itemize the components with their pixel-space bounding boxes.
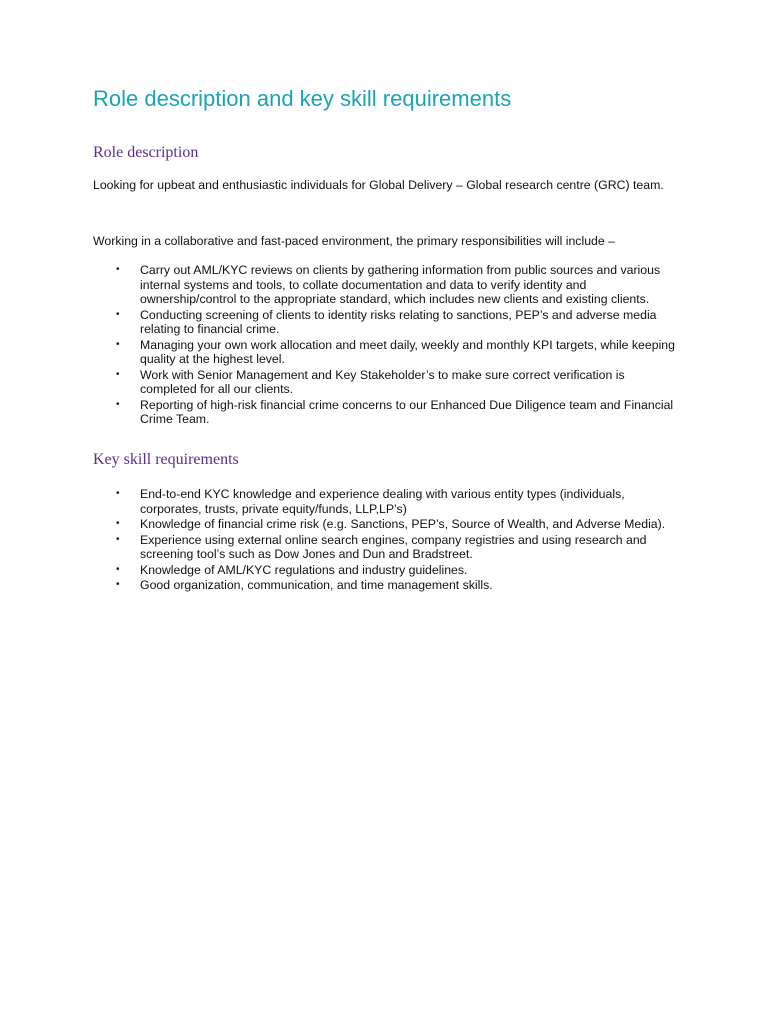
bullet-icon: • <box>116 368 120 380</box>
document-title: Role description and key skill requirements <box>93 86 512 111</box>
list-item <box>93 517 683 532</box>
bullet-icon: • <box>116 308 120 320</box>
list-item <box>93 368 683 397</box>
list-item-text: Carry out AML/KYC reviews on clients by gathering information from public sources and various internal systems and tools, to collate documentation and data to verify identity and ownership/control to the appropriate standard, which includes new clients and existing clients. <box>140 263 661 306</box>
list-item <box>93 308 683 337</box>
list-item <box>93 578 683 593</box>
list-item-text: Reporting of high-risk financial crime concerns to our Enhanced Due Diligence team and Financial Crime Team. <box>140 397 674 426</box>
list-item-text: End-to-end KYC knowledge and experience dealing with various entity types (individuals, corporates, trusts, private equity/funds, LLP,LP’s) <box>140 487 625 516</box>
responsibilities-intro-paragraph: Working in a collaborative and fast-paced environment, the primary responsibilities will include – <box>93 234 615 248</box>
list-item <box>93 533 683 562</box>
bullet-icon: • <box>116 488 120 499</box>
bullet-icon: • <box>116 264 120 275</box>
list-item <box>93 563 683 578</box>
skills-list <box>93 487 683 594</box>
list-item <box>93 487 683 516</box>
bullet-icon: • <box>116 338 120 350</box>
responsibilities-list <box>93 263 683 428</box>
list-item <box>93 338 683 367</box>
list-item-text: Work with Senior Management and Key Stakeholder’s to make sure correct verification is completed for all our clients. <box>140 367 625 396</box>
key-skills-heading: Key skill requirements <box>93 451 239 468</box>
bullet-icon: • <box>116 579 120 590</box>
list-item-text: Experience using external online search engines, company registries and using research and screening tool’s such as Dow Jones and Dun and Bradstreet. <box>140 532 647 561</box>
list-item-text: Conducting screening of clients to identity risks relating to sanctions, PEP’s and adverse media relating to financial crime. <box>140 307 657 336</box>
list-item-text: Good organization, communication, and time management skills. <box>140 578 493 592</box>
bullet-icon: • <box>116 533 120 545</box>
bullet-icon: • <box>116 518 120 529</box>
bullet-icon: • <box>116 398 120 410</box>
list-item <box>93 263 683 307</box>
role-intro-paragraph: Looking for upbeat and enthusiastic individuals for Global Delivery – Global research centre (GRC) team. <box>93 178 664 192</box>
list-item-text: Managing your own work allocation and meet daily, weekly and monthly KPI targets, while keeping quality at the highest level. <box>140 337 675 366</box>
bullet-icon: • <box>116 563 120 575</box>
list-item-text: Knowledge of AML/KYC regulations and industry guidelines. <box>140 562 468 577</box>
list-item-text: Knowledge of financial crime risk (e.g. Sanctions, PEP’s, Source of Wealth, and Adverse Media). <box>140 517 666 531</box>
role-description-heading: Role description <box>93 144 199 161</box>
list-item <box>93 398 683 427</box>
